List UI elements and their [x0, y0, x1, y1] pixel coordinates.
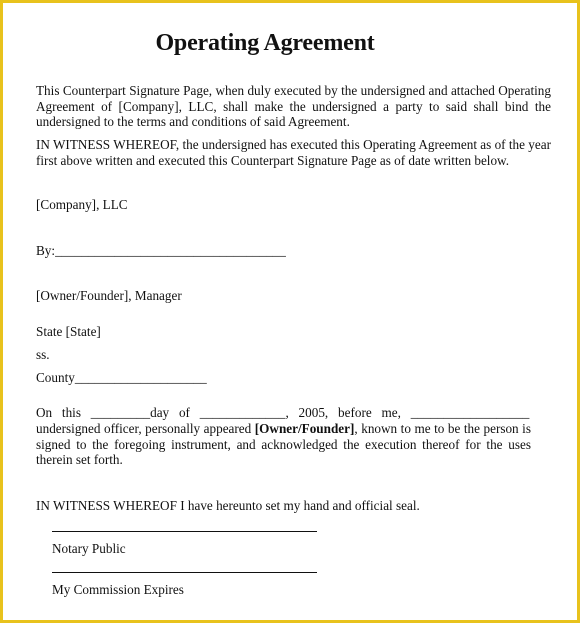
- ss-line: ss.: [36, 347, 50, 362]
- by-signature-line: [36, 243, 286, 259]
- witness-seal-line: IN WITNESS WHEREOF I have hereunto set my hand and official seal.: [36, 498, 420, 513]
- company-line: [Company], LLC: [36, 197, 128, 212]
- notary-signature-rule: [52, 531, 317, 532]
- by-blank: ___________________________________: [55, 243, 286, 258]
- by-label: By:: [36, 243, 56, 258]
- intro-paragraph: This Counterpart Signature Page, when duly executed by the undersigned and attached Operating Agreement of [Company], LLC, shall make the undersigned a party to said shall bind the undersigned to the terms and conditions of said Agreement.: [36, 83, 551, 130]
- commission-expires-label: My Commission Expires: [52, 582, 184, 597]
- page-title: Operating Agreement: [155, 30, 375, 56]
- on-this-line: On this _________day of _____________, 2005, before me, __________________: [36, 405, 530, 420]
- notary-text-post: , known to me to be the person is signed to the foregoing instrument, and acknowledged the execution thereof for the uses therein set forth.: [36, 421, 531, 468]
- notary-paragraph: [36, 421, 531, 468]
- notary-public-label: Notary Public: [52, 541, 126, 556]
- witness-paragraph: IN WITNESS WHEREOF, the undersigned has executed this Operating Agreement as of the year first above written and executed this Counterpart Signature Page as of date written below.: [36, 137, 551, 168]
- owner-founder-bold: [Owner/Founder]: [254, 421, 355, 436]
- commission-signature-rule: [52, 572, 317, 573]
- county-line: [36, 370, 207, 386]
- county-label: County: [36, 370, 75, 385]
- state-line: State [State]: [36, 324, 101, 339]
- county-blank: ____________________: [74, 370, 207, 385]
- owner-manager-line: [Owner/Founder], Manager: [36, 288, 182, 303]
- notary-text-pre: undersigned officer, personally appeared: [36, 421, 255, 436]
